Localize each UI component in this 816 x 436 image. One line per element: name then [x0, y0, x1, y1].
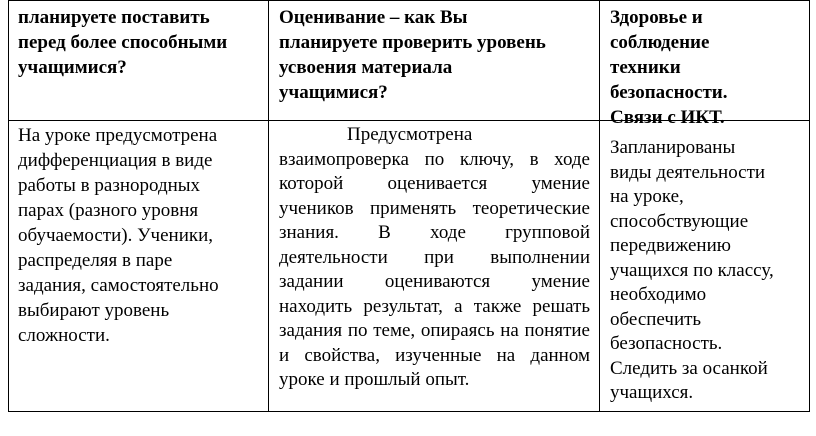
- cell-assessment-text: Предусмотрена взаимопроверка по ключу, в ходе которой оценивается умение учеников применять теоретические знания. В ходе групповой деятельности при выполнении задании оцениваются умение находить результат, а также решать задания по теме, опираясь на понятие и свойства, изученные на данном уроке и прошлый опыт.: [279, 124, 590, 390]
- lesson-plan-table: [8, 0, 810, 412]
- header-health-safety: Здоровье и соблюдение техники безопасности. Связи с ИКТ.: [610, 7, 728, 128]
- cell-differentiation: На уроке предусмотрена дифференциация в виде работы в разнородных парах (разного уровня обучаемости). Ученики, распределяя в паре задания, самостоятельно выбирают уровень сложности.: [18, 125, 219, 346]
- header-assessment: Оценивание – как Вы планируете проверить уровень усвоения материала учащимися?: [279, 7, 546, 103]
- column-divider: [599, 1, 600, 411]
- cell-assessment: [279, 123, 590, 393]
- header-differentiation: планируете поставить перед более способными учащимися?: [18, 7, 228, 78]
- column-divider: [268, 1, 269, 411]
- cell-health-safety: Запланированы виды деятельности на уроке, способствующие передвижению учащихся по классу, необходимо обеспечить безопасность. Следить за осанкой учащихся.: [610, 137, 774, 403]
